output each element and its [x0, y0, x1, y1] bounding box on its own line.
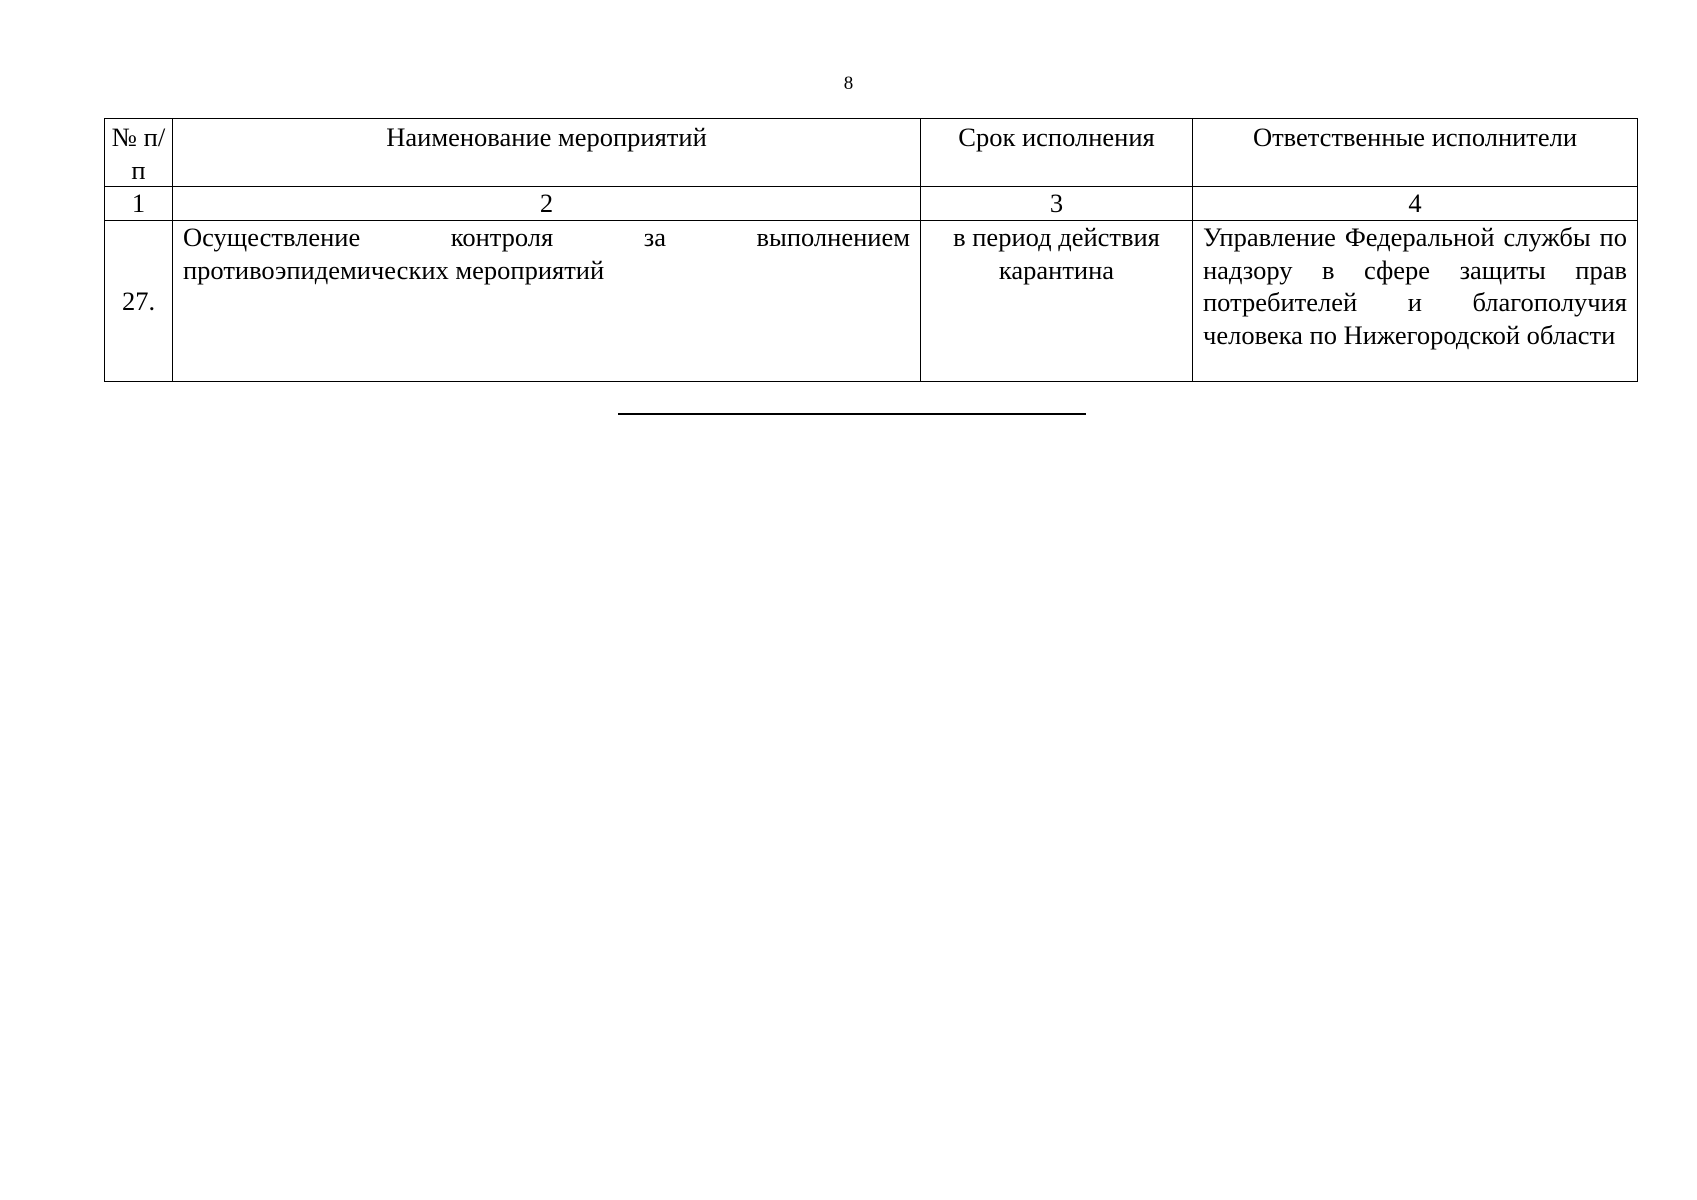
column-number: 3 [921, 187, 1193, 221]
table-row [105, 221, 1638, 382]
header-number: № п/п [105, 119, 173, 187]
column-number: 1 [105, 187, 173, 221]
closing-rule [618, 413, 1086, 415]
header-responsible: Ответственные исполнители [1193, 119, 1638, 187]
measure-name: Осуществление контроля за выполнением противоэпидемических мероприятий [173, 221, 921, 382]
header-name: Наименование мероприятий [173, 119, 921, 187]
responsible-executors: Управление Федеральной службы по надзору в сфере защиты прав потребителей и благополучия человека по Нижегородской области [1193, 221, 1638, 382]
measures-table [104, 118, 1638, 382]
table-header-row [105, 119, 1638, 187]
execution-term: в период действия карантина [921, 221, 1193, 382]
column-numbers-row [105, 187, 1638, 221]
header-term: Срок исполнения [921, 119, 1193, 187]
page-number: 8 [843, 73, 854, 94]
column-number: 4 [1193, 187, 1638, 221]
column-number: 2 [173, 187, 921, 221]
row-number: 27. [105, 221, 173, 382]
